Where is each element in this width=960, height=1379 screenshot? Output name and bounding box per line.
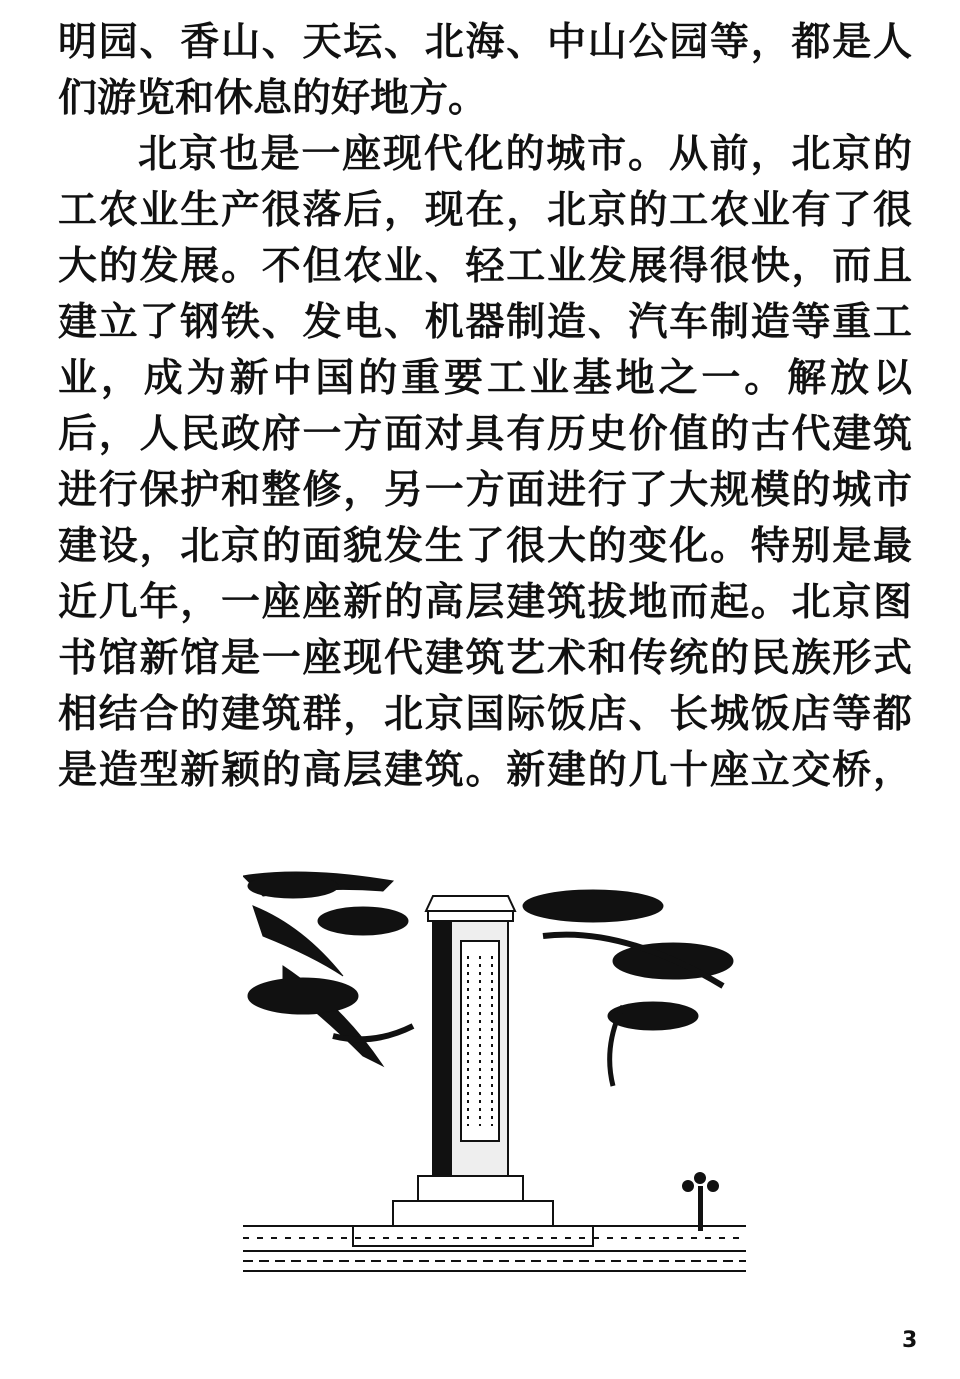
body-text (58, 14, 912, 798)
lamp-posts (682, 1172, 719, 1231)
text-line: 后，人民政府一方面对具有历史价值的古代建筑 (58, 411, 912, 457)
text-line: 们游览和休息的好地方。 (58, 75, 488, 121)
text-line: 是造型新颖的高层建筑。新建的几十座立交桥， (58, 747, 912, 793)
page-number: 3 (902, 1328, 918, 1353)
pine-tree-left (243, 872, 413, 1066)
monument-illustration (243, 866, 746, 1278)
text-line: 大的发展。不但农业、轻工业发展得很快，而且 (58, 243, 912, 289)
monument (353, 896, 593, 1246)
text-line: 进行保护和整修，另一方面进行了大规模的城市 (58, 467, 912, 513)
text-line: 明园、香山、天坛、北海、中山公园等，都是人 (58, 19, 912, 65)
text-line: 业，成为新中国的重要工业基地之一。解放以 (58, 355, 912, 401)
text-line: 工农业生产很落后，现在，北京的工农业有了很 (58, 187, 912, 233)
text-line: 书馆新馆是一座现代建筑艺术和传统的民族形式 (58, 635, 912, 681)
text-line: 建立了钢铁、发电、机器制造、汽车制造等重工 (58, 299, 912, 345)
pine-tree-right (523, 890, 733, 1086)
text-line: 近几年，一座座新的高层建筑拔地而起。北京图 (58, 579, 912, 625)
text-line: 建设，北京的面貌发生了很大的变化。特别是最 (58, 523, 912, 569)
paragraph-start-line: 北京也是一座现代化的城市。从前，北京的 (138, 131, 912, 177)
text-line: 相结合的建筑群，北京国际饭店、长城饭店等都 (58, 691, 912, 737)
